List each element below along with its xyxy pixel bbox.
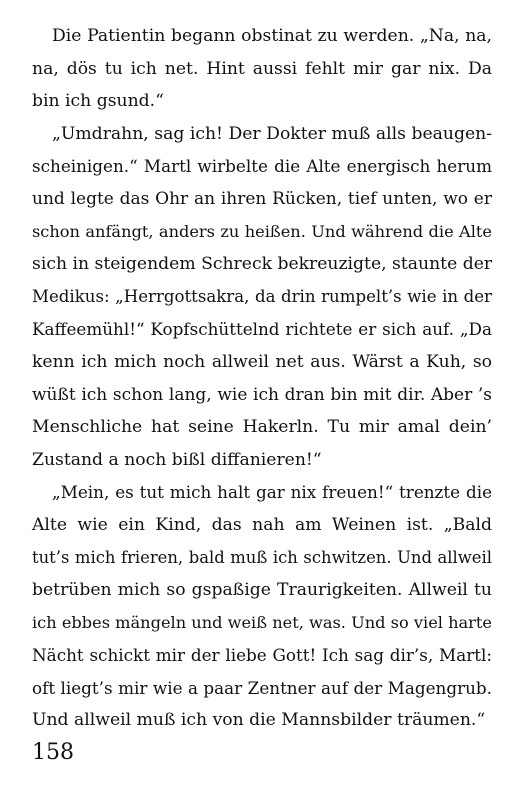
text-line: ich ebbes mängeln und weiß net, was. Und so viel harte bbox=[32, 612, 493, 632]
paragraph-1 bbox=[32, 20, 492, 118]
text-line: betrüben mich so gspaßige Traurigkeiten. Allweil tu bbox=[32, 580, 492, 601]
text-line: Menschliche hat seine Hakerln. Tu mir amal dein’ bbox=[32, 417, 492, 438]
text-line: Kaffeemühl!“ Kopfschüttelnd richtete er sich auf. „Da bbox=[32, 319, 492, 340]
text-line: Und allweil muß ich von die Mannsbilder träumen.“ bbox=[32, 710, 486, 731]
page-number: 158 bbox=[32, 740, 74, 765]
text-line: „Umdrahn, sag ich! Der Dokter muß alls beaugen- bbox=[52, 123, 492, 144]
text-line: Die Patientin begann obstinat zu werden. „Na, na, bbox=[52, 26, 492, 46]
paragraph-2 bbox=[32, 118, 492, 477]
text-line: bin ich gsund.“ bbox=[32, 91, 164, 112]
text-line: sich in steigendem Schreck bekreuzigte, staunte der bbox=[32, 254, 493, 275]
text-line: „Mein, es tut mich halt gar nix freuen!“ trenzte die bbox=[52, 482, 492, 503]
paragraph-3 bbox=[32, 476, 492, 737]
text-line: tut’s mich frieren, bald muß ich schwitzen. Und allweil bbox=[32, 547, 492, 567]
text-line: kenn ich mich noch allweil net aus. Wärst a Kuh, so bbox=[32, 351, 492, 372]
text-line: und legte das Ohr an ihren Rücken, tief unten, wo er bbox=[32, 188, 492, 209]
text-line: wüßt ich schon lang, wie ich dran bin mit dir. Aber ’s bbox=[32, 384, 492, 405]
text-line: Medikus: „Herrgottsakra, da drin rumpelt’s wie in der bbox=[32, 286, 492, 306]
text-line: schon anfängt, anders zu heißen. Und während die Alte bbox=[32, 221, 492, 241]
text-line: na, dös tu ich net. Hint aussi fehlt mir gar nix. Da bbox=[32, 58, 492, 79]
text-line: Nächt schickt mir der liebe Gott! Ich sag dir’s, Martl: bbox=[32, 645, 492, 666]
text-line: Zustand a noch bißl diffanieren!“ bbox=[32, 449, 322, 470]
text-line: Alte wie ein Kind, das nah am Weinen ist. „Bald bbox=[32, 514, 492, 535]
text-line: scheinigen.“ Martl wirbelte die Alte energisch herum bbox=[32, 156, 492, 177]
page-body bbox=[32, 20, 492, 737]
text-line: oft liegt’s mir wie a paar Zentner auf der Magengrub. bbox=[32, 677, 492, 698]
